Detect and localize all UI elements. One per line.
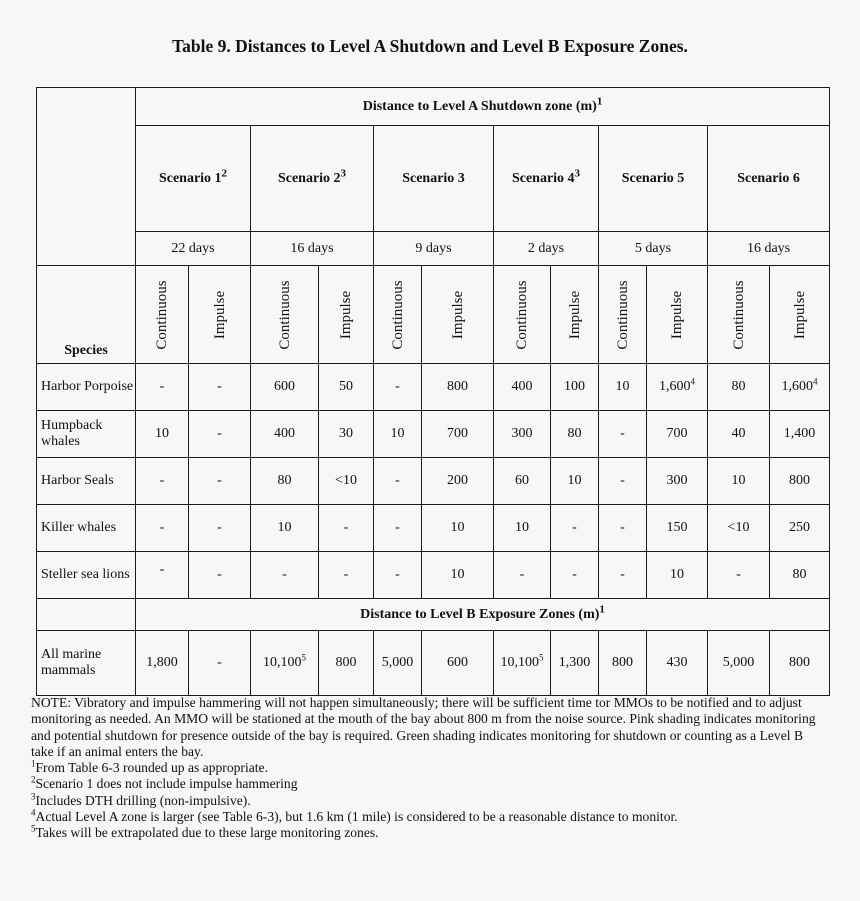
value-cell: 800 [599,631,647,696]
species-column-header: Species [37,266,136,364]
value-cell: 10 [708,458,770,505]
species-name: Steller sea lions [37,552,136,599]
scenario-header: Scenario $1^2$ [136,126,251,232]
value-cell: 80 [251,458,319,505]
value-cell: 10 [647,552,708,599]
value-cell: 80 [708,364,770,411]
scenario-header: Scenario $4^3$ [494,126,599,232]
value-cell: - [136,364,189,411]
value-cell: 300 [494,411,551,458]
level-a-header: Distance to Level A Shutdown zone $(m)^1$ [136,88,830,126]
value-cell: - [189,505,251,552]
footnote: $^1$From Table 6-3 rounded up as appropriate. [31,758,268,776]
level-b-header: Distance to Level B Exposure Zones $(m)^1$ [136,599,830,631]
value-cell: 800 [770,631,830,696]
impulse-column-header: Impulse [551,266,599,364]
value-cell: 400 [494,364,551,411]
value-cell: 5,000 [374,631,422,696]
value-cell: 10 [136,411,189,458]
value-cell: 10,100$^5$ [251,631,319,696]
value-cell: <10 [319,458,374,505]
value-cell: - [374,552,422,599]
continuous-column-header: Continuous [374,266,422,364]
value-cell: - [189,552,251,599]
value-cell: - [251,552,319,599]
scenario-header: Scenario 6 [708,126,830,232]
value-cell: 10 [422,552,494,599]
value-cell: 430 [647,631,708,696]
value-cell: - [319,552,374,599]
level-b-blank-cell [37,599,136,631]
value-cell: - [189,458,251,505]
value-cell: - [189,631,251,696]
value-cell: - [494,552,551,599]
scenario-header: Scenario $2^3$ [251,126,374,232]
scenario-days: 16 days [251,232,374,266]
value-cell: 700 [422,411,494,458]
value-cell: 10,100$^5$ [494,631,551,696]
value-cell: 10 [551,458,599,505]
note-main: NOTE: Vibratory and impulse hammering will not happen simultaneously; there will be sufficient time tor MMOs to be notified and to adjust monitoring as needed. An MMO will be stationed at the mouth of the bay about 800 m from the noise source. Pink shading indicates monitoring and potential shutdown for presence outside of the bay is required. Green shading indicates monitoring for shutdown or counting as a Level B take if an animal enters the bay. [31,695,816,759]
footnote: $^4$Actual Level A zone is larger (see Table 6-3), but 1.6 km (1 mile) is considered to be a reasonable distance to monitor. [31,807,678,825]
table-row [37,631,830,696]
value-cell: - [599,552,647,599]
value-cell: - [551,552,599,599]
table-row [37,364,830,411]
continuous-column-header: Continuous [251,266,319,364]
species-name: Harbor Porpoise [37,364,136,411]
value-cell: 40 [708,411,770,458]
value-cell: - [189,411,251,458]
value-cell: 10 [494,505,551,552]
table-row [37,505,830,552]
value-cell: - [374,364,422,411]
value-cell: 600 [422,631,494,696]
impulse-column-header: Impulse [189,266,251,364]
value-cell: 10 [374,411,422,458]
scenario-header: Scenario 3 [374,126,494,232]
value-cell: 400 [251,411,319,458]
table-notes [31,695,821,842]
value-cell: 80 [551,411,599,458]
value-cell: - [599,505,647,552]
value-cell: 10 [422,505,494,552]
value-cell: - [708,552,770,599]
value-cell: 50 [319,364,374,411]
table-title: Table 9. Distances to Level A Shutdown and Level B Exposure Zones. [172,36,688,56]
value-cell: - [374,458,422,505]
value-cell: - [374,505,422,552]
value-cell: 5,000 [708,631,770,696]
value-cell: 800 [770,458,830,505]
footnote: $^5$Takes will be extrapolated due to these large monitoring zones. [31,823,379,841]
scenario-header: Scenario 5 [599,126,708,232]
value-cell: 800 [319,631,374,696]
value-cell: - [136,552,189,599]
value-cell: 300 [647,458,708,505]
scenario-days: 5 days [599,232,708,266]
value-cell: 10 [599,364,647,411]
species-name: All marine mammals [37,631,136,696]
table-row [37,411,830,458]
value-cell: - [136,458,189,505]
value-cell: 150 [647,505,708,552]
value-cell: 1,400 [770,411,830,458]
value-cell: 100 [551,364,599,411]
footnote: $^2$Scenario 1 does not include impulse hammering [31,774,298,792]
value-cell: 200 [422,458,494,505]
value-cell: 60 [494,458,551,505]
value-cell: 1,300 [551,631,599,696]
value-cell: 10 [251,505,319,552]
value-cell: 800 [422,364,494,411]
table-row [37,458,830,505]
value-cell: 1,600$^4$ [770,364,830,411]
continuous-column-header: Continuous [708,266,770,364]
scenario-days: 2 days [494,232,599,266]
value-cell: - [551,505,599,552]
value-cell: - [599,458,647,505]
continuous-column-header: Continuous [136,266,189,364]
table-row [37,552,830,599]
value-cell: - [319,505,374,552]
impulse-column-header: Impulse [422,266,494,364]
impulse-column-header: Impulse [770,266,830,364]
value-cell: 1,800 [136,631,189,696]
value-cell: - [189,364,251,411]
continuous-column-header: Continuous [599,266,647,364]
species-name: Killer whales [37,505,136,552]
distances-table [36,87,830,696]
species-name: Harbor Seals [37,458,136,505]
footnote: $^3$Includes DTH drilling (non-impulsive). [31,791,251,808]
value-cell: 1,600$^4$ [647,364,708,411]
species-name: Humpback whales [37,411,136,458]
value-cell: 700 [647,411,708,458]
value-cell: - [136,505,189,552]
continuous-column-header: Continuous [494,266,551,364]
value-cell: - [599,411,647,458]
impulse-column-header: Impulse [647,266,708,364]
value-cell: 250 [770,505,830,552]
scenario-days: 9 days [374,232,494,266]
corner-blank-cell [37,88,136,266]
value-cell: 600 [251,364,319,411]
scenario-days: 16 days [708,232,830,266]
value-cell: 80 [770,552,830,599]
scenario-days: 22 days [136,232,251,266]
impulse-column-header: Impulse [319,266,374,364]
value-cell: <10 [708,505,770,552]
value-cell: 30 [319,411,374,458]
